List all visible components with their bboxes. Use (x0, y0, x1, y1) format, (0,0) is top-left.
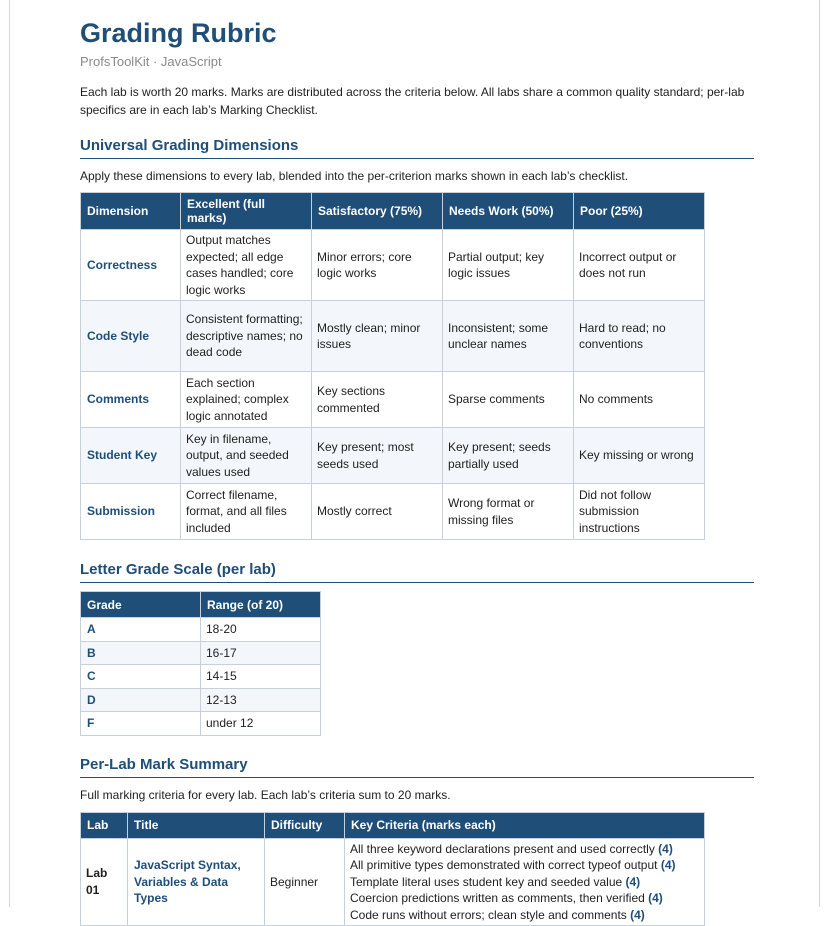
range-cell: 12-13 (201, 688, 321, 712)
dimension-cell: Student Key (81, 428, 181, 484)
criteria-cell (345, 838, 705, 926)
page-title: Grading Rubric (80, 14, 754, 52)
table-cell: Consistent formatting; descriptive names; no dead code (181, 301, 312, 372)
column-header: Title (128, 812, 265, 838)
table-cell: Correct filename, format, and all files included (181, 484, 312, 540)
perlab-header-row (81, 812, 705, 838)
table-cell: Mostly clean; minor issues (312, 301, 443, 372)
letter-grade-table (80, 591, 321, 736)
table-row (81, 712, 321, 736)
grade-cell: D (81, 688, 201, 712)
criteria-item (350, 841, 699, 858)
dimension-cell: Code Style (81, 301, 181, 372)
table-cell: Key present; seeds partially used (443, 428, 574, 484)
table-row (81, 230, 705, 301)
table-row (81, 665, 321, 689)
table-cell: Sparse comments (443, 372, 574, 428)
difficulty-cell: Beginner (265, 838, 345, 926)
table-row (81, 428, 705, 484)
page-subtitle: ProfsToolKit · JavaScript (80, 53, 754, 71)
column-header: Difficulty (265, 812, 345, 838)
table-row (81, 372, 705, 428)
table-row (81, 641, 321, 665)
criteria-marks: (4) (658, 842, 673, 856)
table-cell: Key present; most seeds used (312, 428, 443, 484)
dimension-cell: Submission (81, 484, 181, 540)
column-header: Key Criteria (marks each) (345, 812, 705, 838)
document-body (80, 14, 754, 926)
table-cell: Key in filename, output, and seeded values used (181, 428, 312, 484)
criteria-text: Template literal uses student key and seeded value (350, 875, 622, 889)
column-header: Satisfactory (75%) (312, 193, 443, 230)
grade-cell: F (81, 712, 201, 736)
column-header: Grade (81, 592, 201, 618)
universal-header-row (81, 193, 705, 230)
column-header: Poor (25%) (574, 193, 705, 230)
criteria-text: Coercion predictions written as comments, then verified (350, 891, 645, 905)
intro-paragraph: Each lab is worth 20 marks. Marks are distributed across the criteria below. All labs share a common quality standard; per-lab specifics are in each lab’s Marking Checklist. (80, 83, 754, 119)
range-cell: 14-15 (201, 665, 321, 689)
table-cell: Output matches expected; all edge cases handled; core logic works (181, 230, 312, 301)
table-cell: Key sections commented (312, 372, 443, 428)
table-row (81, 688, 321, 712)
perlab-heading: Per-Lab Mark Summary (80, 755, 754, 778)
criteria-item (350, 907, 699, 924)
grade-cell: B (81, 641, 201, 665)
universal-table (80, 192, 705, 540)
criteria-text: Code runs without errors; clean style and comments (350, 908, 627, 922)
universal-heading: Universal Grading Dimensions (80, 136, 754, 159)
range-cell: under 12 (201, 712, 321, 736)
table-cell: Inconsistent; some unclear names (443, 301, 574, 372)
table-row (81, 838, 705, 926)
table-cell: No comments (574, 372, 705, 428)
table-cell: Incorrect output or does not run (574, 230, 705, 301)
letter-header-row (81, 592, 321, 618)
perlab-note: Full marking criteria for every lab. Each lab’s criteria sum to 20 marks. (80, 786, 754, 804)
table-cell: Hard to read; no conventions (574, 301, 705, 372)
table-cell: Did not follow submission instructions (574, 484, 705, 540)
universal-note: Apply these dimensions to every lab, blended into the per-criterion marks shown in each lab’s checklist. (80, 167, 754, 185)
criteria-marks: (4) (626, 875, 641, 889)
perlab-table (80, 812, 705, 926)
table-cell: Each section explained; complex logic annotated (181, 372, 312, 428)
criteria-item (350, 874, 699, 891)
table-cell: Mostly correct (312, 484, 443, 540)
criteria-marks: (4) (661, 858, 676, 872)
table-cell: Key missing or wrong (574, 428, 705, 484)
grade-cell: A (81, 618, 201, 642)
lab-title-cell: JavaScript Syntax, Variables & Data Types (128, 838, 265, 926)
letter-heading: Letter Grade Scale (per lab) (80, 560, 754, 583)
column-header: Needs Work (50%) (443, 193, 574, 230)
criteria-marks: (4) (648, 891, 663, 905)
criteria-text: All primitive types demonstrated with correct typeof output (350, 858, 657, 872)
criteria-marks: (4) (630, 908, 645, 922)
grade-cell: C (81, 665, 201, 689)
range-cell: 16-17 (201, 641, 321, 665)
table-row (81, 618, 321, 642)
lab-cell: Lab 01 (81, 838, 128, 926)
table-row (81, 301, 705, 372)
column-header: Range (of 20) (201, 592, 321, 618)
table-cell: Wrong format or missing files (443, 484, 574, 540)
criteria-item (350, 857, 699, 874)
dimension-cell: Correctness (81, 230, 181, 301)
column-header: Dimension (81, 193, 181, 230)
table-row (81, 484, 705, 540)
criteria-item (350, 890, 699, 907)
dimension-cell: Comments (81, 372, 181, 428)
column-header: Lab (81, 812, 128, 838)
table-cell: Minor errors; core logic works (312, 230, 443, 301)
range-cell: 18-20 (201, 618, 321, 642)
table-cell: Partial output; key logic issues (443, 230, 574, 301)
column-header: Excellent (full marks) (181, 193, 312, 230)
criteria-text: All three keyword declarations present and used correctly (350, 842, 655, 856)
